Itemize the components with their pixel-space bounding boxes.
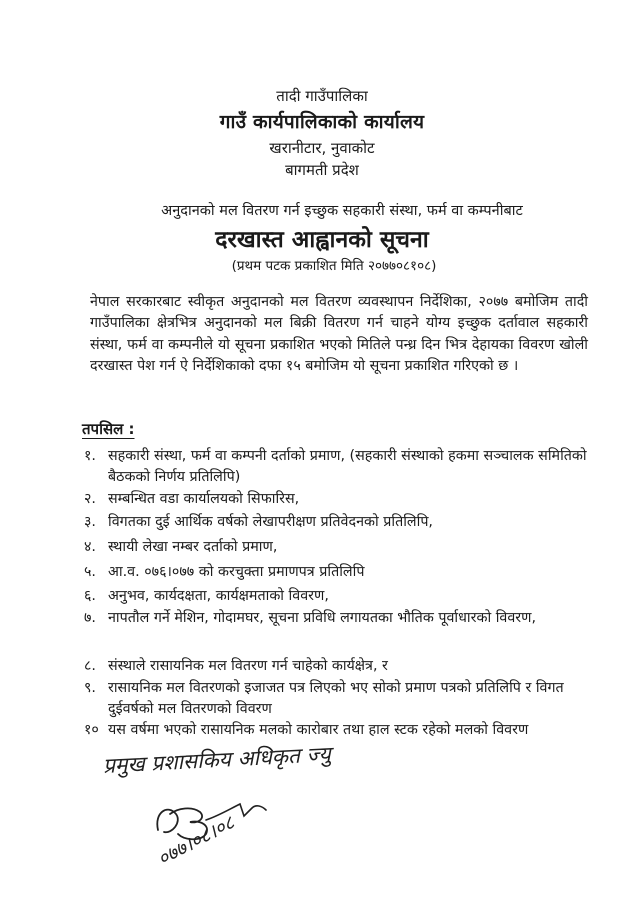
office-title: गाउँ कार्यपालिकाको कार्यालय [219,111,425,133]
schedule-item-text: सहकारी संस्था, फर्म वा कम्पनी दर्ताको प्रमाण, (सहकारी संस्थाको हकमा सञ्चालक समितिको बैठकको निर्णय प्रतिलिपि) [108,448,587,485]
schedule-item-text: आ.व. ०७६।०७७ को करचुक्ता प्रमाणपत्र प्रतिलिपि [108,564,365,580]
schedule-item-text: अनुभव, कार्यदक्षता, कार्यक्षमताको विवरण, [108,588,329,604]
schedule-item-number: ४. [84,539,96,555]
handwritten-signature [148,790,298,882]
schedule-item-number: ८. [84,658,96,674]
schedule-item-number: १. [84,448,96,464]
signature-date: ०७७।०८।०८ [154,811,239,871]
office-address: खरानीटार, नुवाकोट [269,139,375,157]
schedule-item-number: ६. [84,588,96,604]
schedule-item-text: सम्बन्धित वडा कार्यालयको सिफारिस, [108,491,300,507]
notice-title: दरखास्त आह्वानको सूचना [215,227,429,253]
schedule-item-text: संस्थाले रासायनिक मल वितरण गर्न चाहेको कार्यक्षेत्र, र [108,658,388,674]
signature-mark [148,790,298,882]
notice-subject-line: अनुदानको मल वितरण गर्न इच्छुक सहकारी संस्था, फर्म वा कम्पनीबाट [161,203,523,219]
schedule-item-number: १० [84,722,99,738]
schedule-item-number: ७. [84,610,96,626]
schedule-item-number: २. [84,491,96,507]
schedule-item-text: रासायनिक मल वितरणको इजाजत पत्र लिएको भए सोको प्रमाण पत्रको प्रतिलिपि र विगत दुईवर्षको मल वितरणको विवरण [108,680,564,717]
schedule-item-text: यस वर्षमा भएको रासायनिक मलको कारोबार तथा हाल स्टक रहेको मलको विवरण [108,722,529,738]
schedule-item-number: ५. [84,564,96,580]
schedule-item-text: विगतका दुई आर्थिक वर्षको लेखापरीक्षण प्रतिवेदनको प्रतिलिपि, [108,514,433,530]
schedule-heading: तपसिल : [82,420,135,438]
schedule-item-number: ३. [84,514,96,530]
office-name: तादी गाउँपालिका [276,87,368,105]
schedule-item-number: ९. [84,680,96,696]
handwritten-note: प्रमुख प्रशासकिय अधिकृत ज्यु [102,742,332,778]
notice-body-paragraph: नेपाल सरकारबाट स्वीकृत अनुदानको मल वितरण व्यवस्थापन निर्देशिका, २०७७ बमोजिम तादी गाउँपालिका क्षेत्रभित्र अनुदानको मल बिक्री वितरण गर्न चाहने योग्य इच्छुक दर्तावाल सहकारी संस्था, फर्म वा कम्पनीले यो सूचना प्रकाशित भएको मितिले पन्ध्र दिन भित्र देहायका विवरण खोली दरखास्त पेश गर्न ऐ निर्देशिकाको दफा १५ बमोजिम यो सूचना प्रकाशित गरिएको छ । [90,294,588,375]
schedule-item-text: स्थायी लेखा नम्बर दर्ताको प्रमाण, [108,539,278,555]
published-date-line: (प्रथम पटक प्रकाशित मिति २०७७०८१०८) [231,258,437,274]
office-province: बागमती प्रदेश [285,161,359,179]
schedule-item-text: नापतौल गर्ने मेशिन, गोदामघर, सूचना प्रविधि लगायतका भौतिक पूर्वाधारको विवरण, [108,610,537,626]
